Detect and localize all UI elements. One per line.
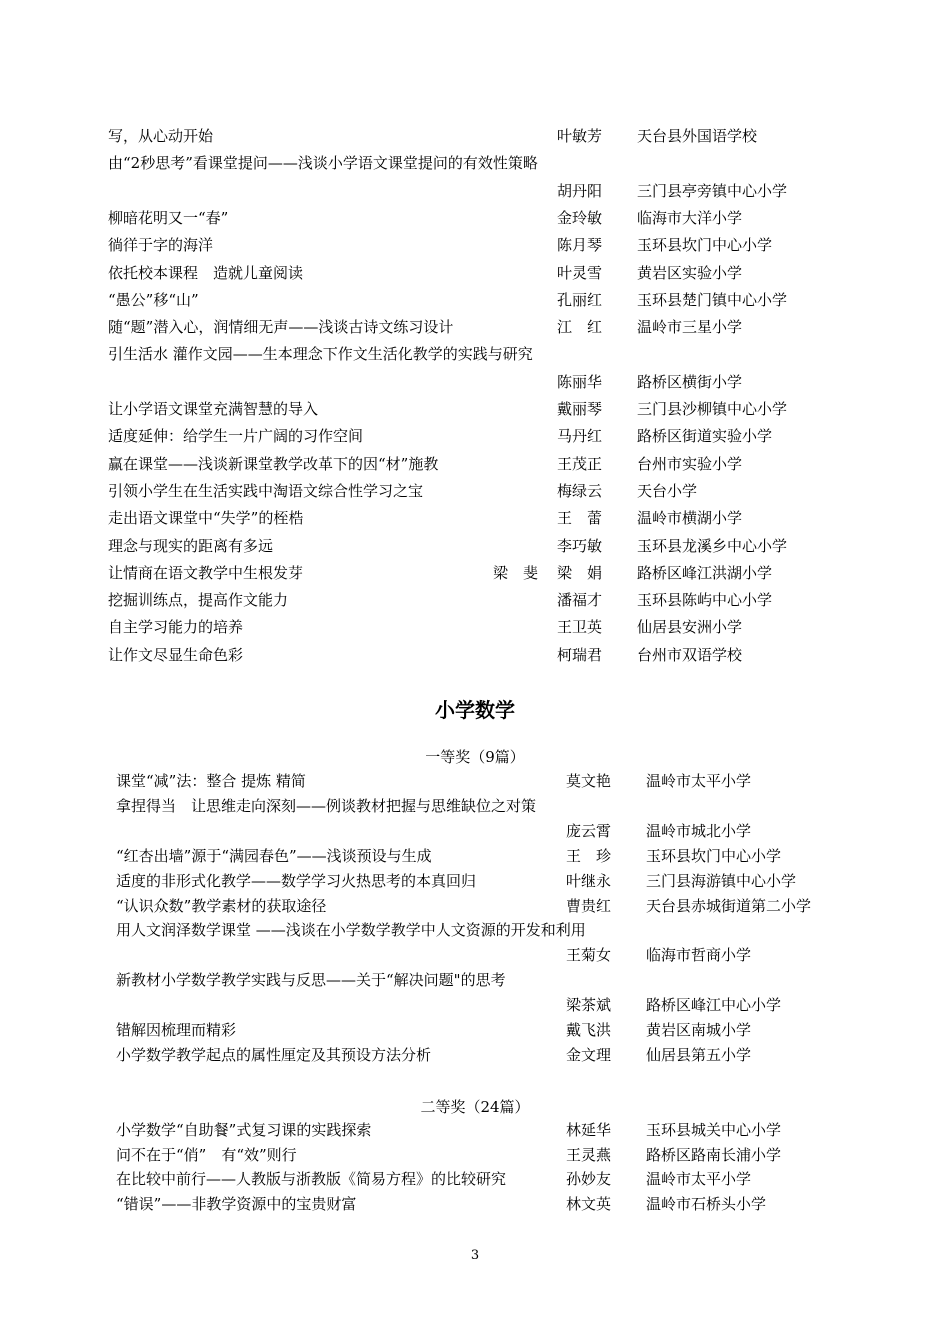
entry-author: 叶敏芳 xyxy=(557,127,603,145)
entry-author: 梅绿云 xyxy=(557,481,603,500)
award-entry-row xyxy=(0,126,950,146)
entry-author: 林文英 xyxy=(566,1194,612,1213)
award-entry-row xyxy=(0,995,950,1015)
entry-author: 王 珍 xyxy=(566,846,612,865)
entry-school: 玉环县坎门中心小学 xyxy=(637,236,773,255)
entry-author: 庞云霄 xyxy=(566,821,612,840)
award-entry-row xyxy=(0,508,950,528)
award-entry-row xyxy=(0,645,950,665)
entry-school: 温岭市太平小学 xyxy=(646,1170,752,1189)
entry-school: 天台小学 xyxy=(637,481,698,500)
entry-school: 路桥区路南长浦小学 xyxy=(646,1145,782,1164)
award-entry-row xyxy=(0,399,950,419)
entry-title: 小学数学教学起点的属性厘定及其预设方法分析 xyxy=(116,1045,432,1064)
page-number: 3 xyxy=(470,1248,480,1263)
entry-school: 温岭市太平小学 xyxy=(646,772,752,790)
entry-title: 小学数学“自助餐”式复习课的实践探索 xyxy=(116,1121,372,1139)
entry-title: 用人文润泽数学课堂 ——浅谈在小学数学教学中人文资源的开发和利用 xyxy=(116,921,586,940)
award-entry-row xyxy=(0,945,950,965)
entry-author: 金文理 xyxy=(566,1045,612,1064)
entry-author: 王菊女 xyxy=(566,946,612,965)
entry-author: 梁茶斌 xyxy=(566,996,612,1015)
entry-title: 依托校本课程 造就儿童阅读 xyxy=(108,263,304,282)
entry-author: 李巧敏 xyxy=(557,536,603,555)
entry-title: 引领小学生在生活实践中淘语文综合性学习之宝 xyxy=(108,481,424,500)
entry-school: 三门县沙柳镇中心小学 xyxy=(637,400,788,418)
award-entry-row xyxy=(0,1194,950,1214)
entry-school: 路桥区街道实验小学 xyxy=(637,427,773,446)
award-entry-row xyxy=(0,1020,950,1040)
award-entry-row xyxy=(0,317,950,337)
award-entry-row xyxy=(0,290,950,310)
award-entry-row xyxy=(0,771,950,791)
entry-title: 在比较中前行——人教版与浙教版《简易方程》的比较研究 xyxy=(116,1170,507,1189)
entry-title: 挖掘训练点，提高作文能力 xyxy=(108,591,289,610)
entry-title: 适度的非形式化教学——数学学习火热思考的本真回归 xyxy=(116,871,477,890)
entry-author: 孔丽红 xyxy=(557,290,603,309)
award-entry-row xyxy=(0,846,950,866)
award-entry-row xyxy=(0,454,950,474)
award-entry-row xyxy=(0,821,950,841)
award-entry-row xyxy=(0,181,950,201)
entry-title: “愚公”移“山” xyxy=(108,290,199,309)
entry-author: 戴丽琴 xyxy=(557,400,603,418)
award-entry-row xyxy=(0,796,950,816)
entry-author: 梁 娟 xyxy=(557,563,603,582)
entry-school: 临海市哲商小学 xyxy=(646,946,752,965)
award-entry-row xyxy=(0,536,950,556)
entry-author: 曹贵红 xyxy=(566,896,612,915)
entry-coauthor: 梁 斐 xyxy=(493,563,539,582)
award-entry-row xyxy=(0,235,950,255)
entry-school: 玉环县坎门中心小学 xyxy=(646,846,782,865)
award-entry-row xyxy=(0,481,950,501)
entry-author: 王灵燕 xyxy=(566,1145,612,1164)
award-entry-row xyxy=(0,1145,950,1165)
entry-school: 玉环县楚门镇中心小学 xyxy=(637,290,788,309)
entry-school: 黄岩区南城小学 xyxy=(646,1021,752,1039)
entry-author: 陈月琴 xyxy=(557,236,603,255)
entry-school: 三门县亭旁镇中心小学 xyxy=(637,181,788,200)
entry-title: “错误”——非教学资源中的宝贵财富 xyxy=(116,1194,357,1213)
award-entry-row xyxy=(0,563,950,583)
award-entry-row xyxy=(0,263,950,283)
entry-title: 由“2秒思考”看课堂提问——浅谈小学语文课堂提问的有效性策略 xyxy=(108,154,538,173)
entry-school: 温岭市三星小学 xyxy=(637,318,743,337)
entry-school: 仙居县安洲小学 xyxy=(637,618,743,637)
award-entry-row xyxy=(0,1045,950,1065)
entry-title: 随“题”潜入心，润情细无声——浅谈古诗文练习设计 xyxy=(108,318,454,337)
entry-title: 课堂“减”法：整合 提炼 精简 xyxy=(116,772,306,790)
award-entry-row xyxy=(0,153,950,173)
entry-school: 临海市大洋小学 xyxy=(637,208,743,227)
entry-author: 胡丹阳 xyxy=(557,181,603,200)
entry-school: 台州市双语学校 xyxy=(637,645,743,664)
entry-author: 王茂正 xyxy=(557,454,603,473)
entry-title: 写，从心动开始 xyxy=(108,127,214,145)
entry-title: 走出语文课堂中“失学”的桎梏 xyxy=(108,509,304,528)
entry-author: 王卫英 xyxy=(557,618,603,637)
entry-author: 江 红 xyxy=(557,318,603,337)
entry-school: 温岭市横湖小学 xyxy=(637,509,743,528)
award-entry-row xyxy=(0,1120,950,1140)
math-section-title: 小学数学 xyxy=(435,698,515,722)
entry-school: 天台县外国语学校 xyxy=(637,127,758,145)
entry-school: 温岭市城北小学 xyxy=(646,821,752,840)
entry-school: 路桥区峰江洪湖小学 xyxy=(637,563,773,582)
entry-author: 林延华 xyxy=(566,1121,612,1139)
entry-title: 拿捏得当 让思维走向深刻——例谈教材把握与思维缺位之对策 xyxy=(116,796,537,815)
entry-school: 天台县赤城街道第二小学 xyxy=(646,896,812,915)
entry-title: 徜徉于字的海洋 xyxy=(108,236,214,255)
second-prize-heading: 二等奖（24篇） xyxy=(420,1098,530,1116)
award-entry-row xyxy=(0,372,950,392)
award-entry-row xyxy=(0,344,950,364)
entry-school: 台州市实验小学 xyxy=(637,454,743,473)
entry-title: 理念与现实的距离有多远 xyxy=(108,536,274,555)
entry-title: 适度延伸：给学生一片广阔的习作空间 xyxy=(108,427,364,446)
entry-author: 戴飞洪 xyxy=(566,1021,612,1039)
entry-title: 柳暗花明又一“春” xyxy=(108,208,229,227)
entry-author: 叶灵雪 xyxy=(557,263,603,282)
entry-author: 陈丽华 xyxy=(557,372,603,391)
entry-school: 黄岩区实验小学 xyxy=(637,263,743,282)
entry-school: 玉环县陈屿中心小学 xyxy=(637,591,773,610)
entry-school: 温岭市石桥头小学 xyxy=(646,1194,767,1213)
entry-author: 金玲敏 xyxy=(557,208,603,227)
award-entry-row xyxy=(0,970,950,990)
entry-title: “认识众数”教学素材的获取途径 xyxy=(116,896,327,915)
entry-author: 潘福才 xyxy=(557,591,603,610)
award-entry-row xyxy=(0,896,950,916)
award-entry-row xyxy=(0,871,950,891)
entry-title: 自主学习能力的培养 xyxy=(108,618,244,637)
entry-author: 马丹红 xyxy=(557,427,603,446)
entry-title: 让小学语文课堂充满智慧的导入 xyxy=(108,400,319,418)
award-entry-row xyxy=(0,426,950,446)
first-prize-heading: 一等奖（9篇） xyxy=(425,748,525,766)
entry-title: 错解因梳理而精彩 xyxy=(116,1021,237,1039)
entry-title: 让情商在语文教学中生根发芽 xyxy=(108,563,304,582)
entry-school: 三门县海游镇中心小学 xyxy=(646,871,797,890)
entry-title: 问不在于“俏” 有“效”则行 xyxy=(116,1145,297,1164)
entry-school: 玉环县龙溪乡中心小学 xyxy=(637,536,788,555)
award-entry-row xyxy=(0,590,950,610)
entry-author: 莫文艳 xyxy=(566,772,612,790)
entry-school: 路桥区横街小学 xyxy=(637,372,743,391)
award-entry-row xyxy=(0,208,950,228)
entry-author: 叶继永 xyxy=(566,871,612,890)
entry-author: 王 蕾 xyxy=(557,509,603,528)
entry-title: “红杏出墙”源于“满园春色”——浅谈预设与生成 xyxy=(116,846,432,865)
award-entry-row xyxy=(0,920,950,940)
entry-school: 仙居县第五小学 xyxy=(646,1045,752,1064)
entry-title: 引生活水 灌作文园——生本理念下作文生活化教学的实践与研究 xyxy=(108,345,533,364)
entry-author: 柯瑞君 xyxy=(557,645,603,664)
award-entry-row xyxy=(0,617,950,637)
award-entry-row xyxy=(0,1169,950,1189)
entry-title: 让作文尽显生命色彩 xyxy=(108,645,244,664)
entry-title: 新教材小学数学教学实践与反思——关于“解决问题"的思考 xyxy=(116,971,506,990)
entry-author: 孙妙友 xyxy=(566,1170,612,1189)
entry-school: 路桥区峰江中心小学 xyxy=(646,996,782,1015)
entry-title: 赢在课堂——浅谈新课堂教学改革下的因“材”施教 xyxy=(108,454,439,473)
entry-school: 玉环县城关中心小学 xyxy=(646,1121,782,1139)
